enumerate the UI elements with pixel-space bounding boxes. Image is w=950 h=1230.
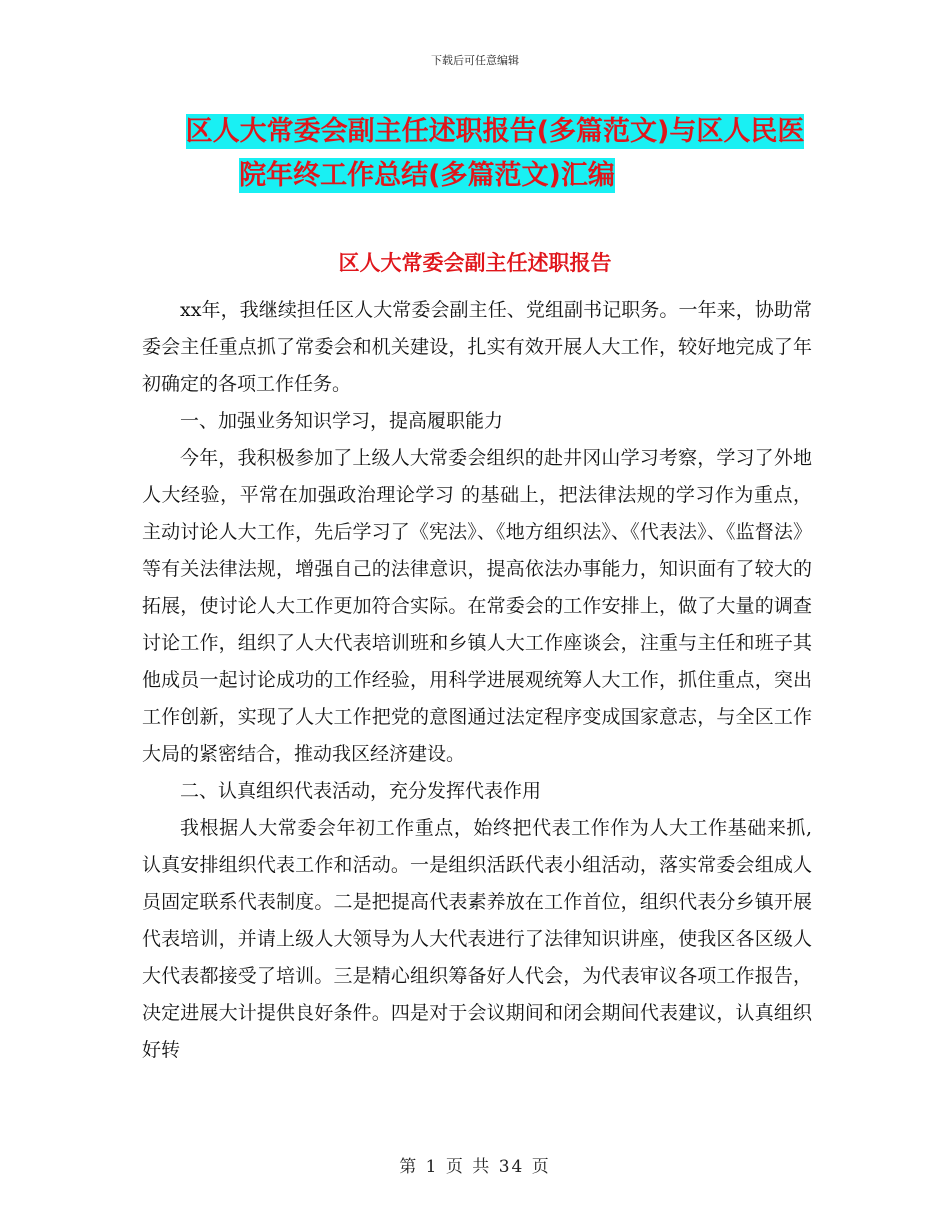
document-body xyxy=(142,292,812,1069)
document-title-line-1: 区人大常委会副主任述职报告(多篇范文)与区人民医 xyxy=(185,116,805,147)
document-title xyxy=(0,110,950,198)
page-header-note: 下载后可任意编辑 xyxy=(431,54,519,67)
heading-section-2: 二、认真组织代表活动，充分发挥代表作用 xyxy=(180,780,542,802)
section-title: 区人大常委会副主任述职报告 xyxy=(338,251,612,275)
page-footer-page-number: 第 1 页 共 34 页 xyxy=(399,1157,551,1177)
heading-section-1: 一、加强业务知识学习，提高履职能力 xyxy=(180,410,504,432)
paragraph-representatives: 我根据人大常委会年初工作重点，始终把代表工作作为人大工作基础来抓,认真安排组织代表工作和活动。一是组织活跃代表小组活动，落实常委会组成人员固定联系代表制度。二是把提高代表素养放在工作首位，组织代表分乡镇开展代表培训，并请上级人大领导为人大代表进行了法律知识讲座，使我区各区级人大代表都接受了培训。三是精心组织筹备好人代会，为代表审议各项工作报告，决定进展大计提供良好条件。四是对于会议期间和闭会期间代表建议，认真组织好转 xyxy=(142,817,812,1061)
paragraph-study: 今年，我积极参加了上级人大常委会组织的赴井冈山学习考察，学习了外地人大经验，平常在加强政治理论学习 的基础上，把法律法规的学习作为重点，主动讨论人大工作，先后学习了《宪法》、《地方组织法》、《代表法》、《监督法》等有关法律法规，增强自己的法律意识，提高依法办事能力，知识面有了较大的拓展，使讨论人大工作更加符合实际。在常委会的工作安排上，做了大量的调查讨论工作，组织了人大代表培训班和乡镇人大工作座谈会，注重与主任和班子其他成员一起讨论成功的工作经验，用科学进展观统筹人大工作，抓住重点，突出工作创新，实现了人大工作把党的意图通过法定程序变成国家意志，与全区工作大局的紧密结合，推动我区经济建设。 xyxy=(142,447,812,765)
paragraph-intro: xx年，我继续担任区人大常委会副主任、党组副书记职务。一年来，协助常委会主任重点抓了常委会和机关建设，扎实有效开展人大工作，较好地完成了年初确定的各项工作任务。 xyxy=(142,299,812,395)
document-title-line-2: 院年终工作总结(多篇范文)汇编 xyxy=(239,160,615,191)
